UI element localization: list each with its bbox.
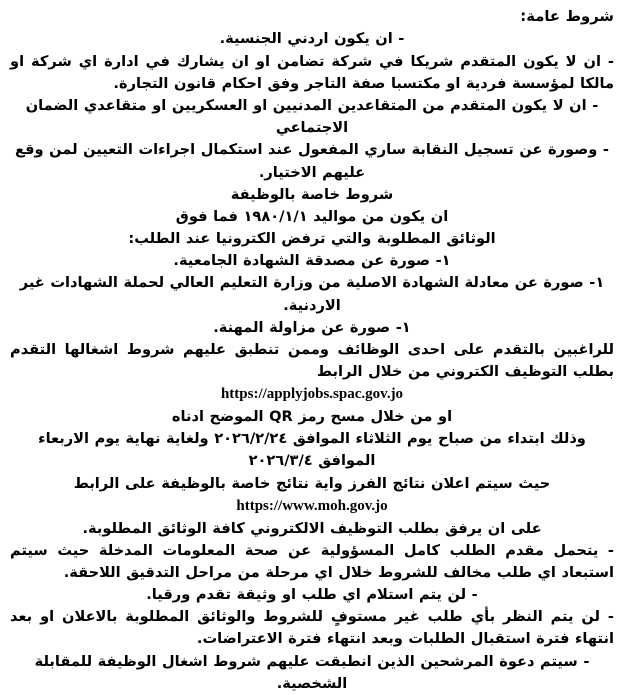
application-period: وذلك ابتداء من صباح يوم الثلاثاء الموافق ٢٠٢٦/٢/٢٤ ولغاية نهاية يوم الاربعاء الموافق ٢٠٢٦/٣/٤ [38, 430, 586, 470]
qr-instruction: او من خلال مسح رمز QR الموضح ادناه [171, 408, 453, 426]
condition-union-registration: - وصورة عن تسجيل النقابة ساري المفعول عند استكمال اجراءات التعيين لمن وقع عليهم الاختيار. [14, 141, 609, 181]
application-instructions: للراغبين بالتقدم على احدى الوظائف وممن تنطبق عليهم شروط اشغالها التقدم بطلب التوظيف الكتروني من خلال الرابط [10, 340, 614, 381]
ministry-link[interactable]: https://www.moh.gov.jo [236, 497, 388, 514]
application-link[interactable]: https://applyjobs.spac.gov.jo [220, 386, 404, 403]
results-announcement-wrapper [10, 473, 614, 518]
general-conditions-heading: شروط عامة: [520, 8, 614, 25]
condition-not-retired: - ان لا يكون المتقدم من المتقاعدين المدنيين او العسكريين او متقاعدي الضمان الاجتماعي [25, 97, 599, 137]
applicant-responsibility: - يتحمل مقدم الطلب كامل المسؤولية عن صحة المعلومات المدخلة حيث سيتم استبعاد اي طلب مخالف للشروط خلال اي مرحلة من مراحل التدقيق اللاحقة. [10, 541, 614, 581]
document-equivalency: ١- صورة عن معادلة الشهادة الاصلية من وزارة التعليم العالي لحملة الشهادات غير الاردنية. [19, 274, 605, 314]
results-announcement: حيث سيتم اعلان نتائج الفرز واية نتائج خاصة بالوظيفة على الرابط [73, 474, 551, 492]
document-practice-license: ١- صورة عن مزاولة المهنة. [213, 318, 411, 336]
document-certified-degree: ١- صورة عن مصدقة الشهادة الجامعية. [173, 252, 451, 270]
condition-birth-year: ان يكون من مواليد ١٩٨٠/١/١ فما فوق [175, 207, 449, 225]
rejection-notice: على ان يرفق بطلب التوظيف الالكتروني كافة الوثائق المطلوبة. [82, 519, 542, 537]
no-late-applications: - لن يتم النظر بأي طلب غير مستوفٍ للشروط والوثائق المطلوبة بالاعلان او بعد انتهاء فترة استقبال الطلبات وبعد انتهاء فترة الاعتراضات. [10, 608, 614, 648]
job-specific-conditions-heading: شروط خاصة بالوظيفة [230, 185, 394, 203]
application-link-wrapper [10, 383, 614, 406]
interview-invitation: - سيتم دعوة المرشحين الذين انطبقت عليهم شروط اشغال الوظيفة للمقابلة الشخصية. [34, 652, 590, 692]
condition-no-partnership: - ان لا يكون المتقدم شريكا في شركة تضامن او ان يشارك في ادارة اي شركة او مالكا لمؤسسة فردية او مكتسبا صفة التاجر وفق احكام قانون التجارة. [10, 52, 614, 92]
condition-nationality: - ان يكون اردني الجنسية. [219, 30, 405, 48]
no-paper-applications: - لن يتم استلام اي طلب او وثيقة تقدم ورقيا. [146, 586, 478, 604]
required-documents-heading: الوثائق المطلوبة والتي ترفض الكترونيا عند الطلب: [128, 230, 496, 248]
